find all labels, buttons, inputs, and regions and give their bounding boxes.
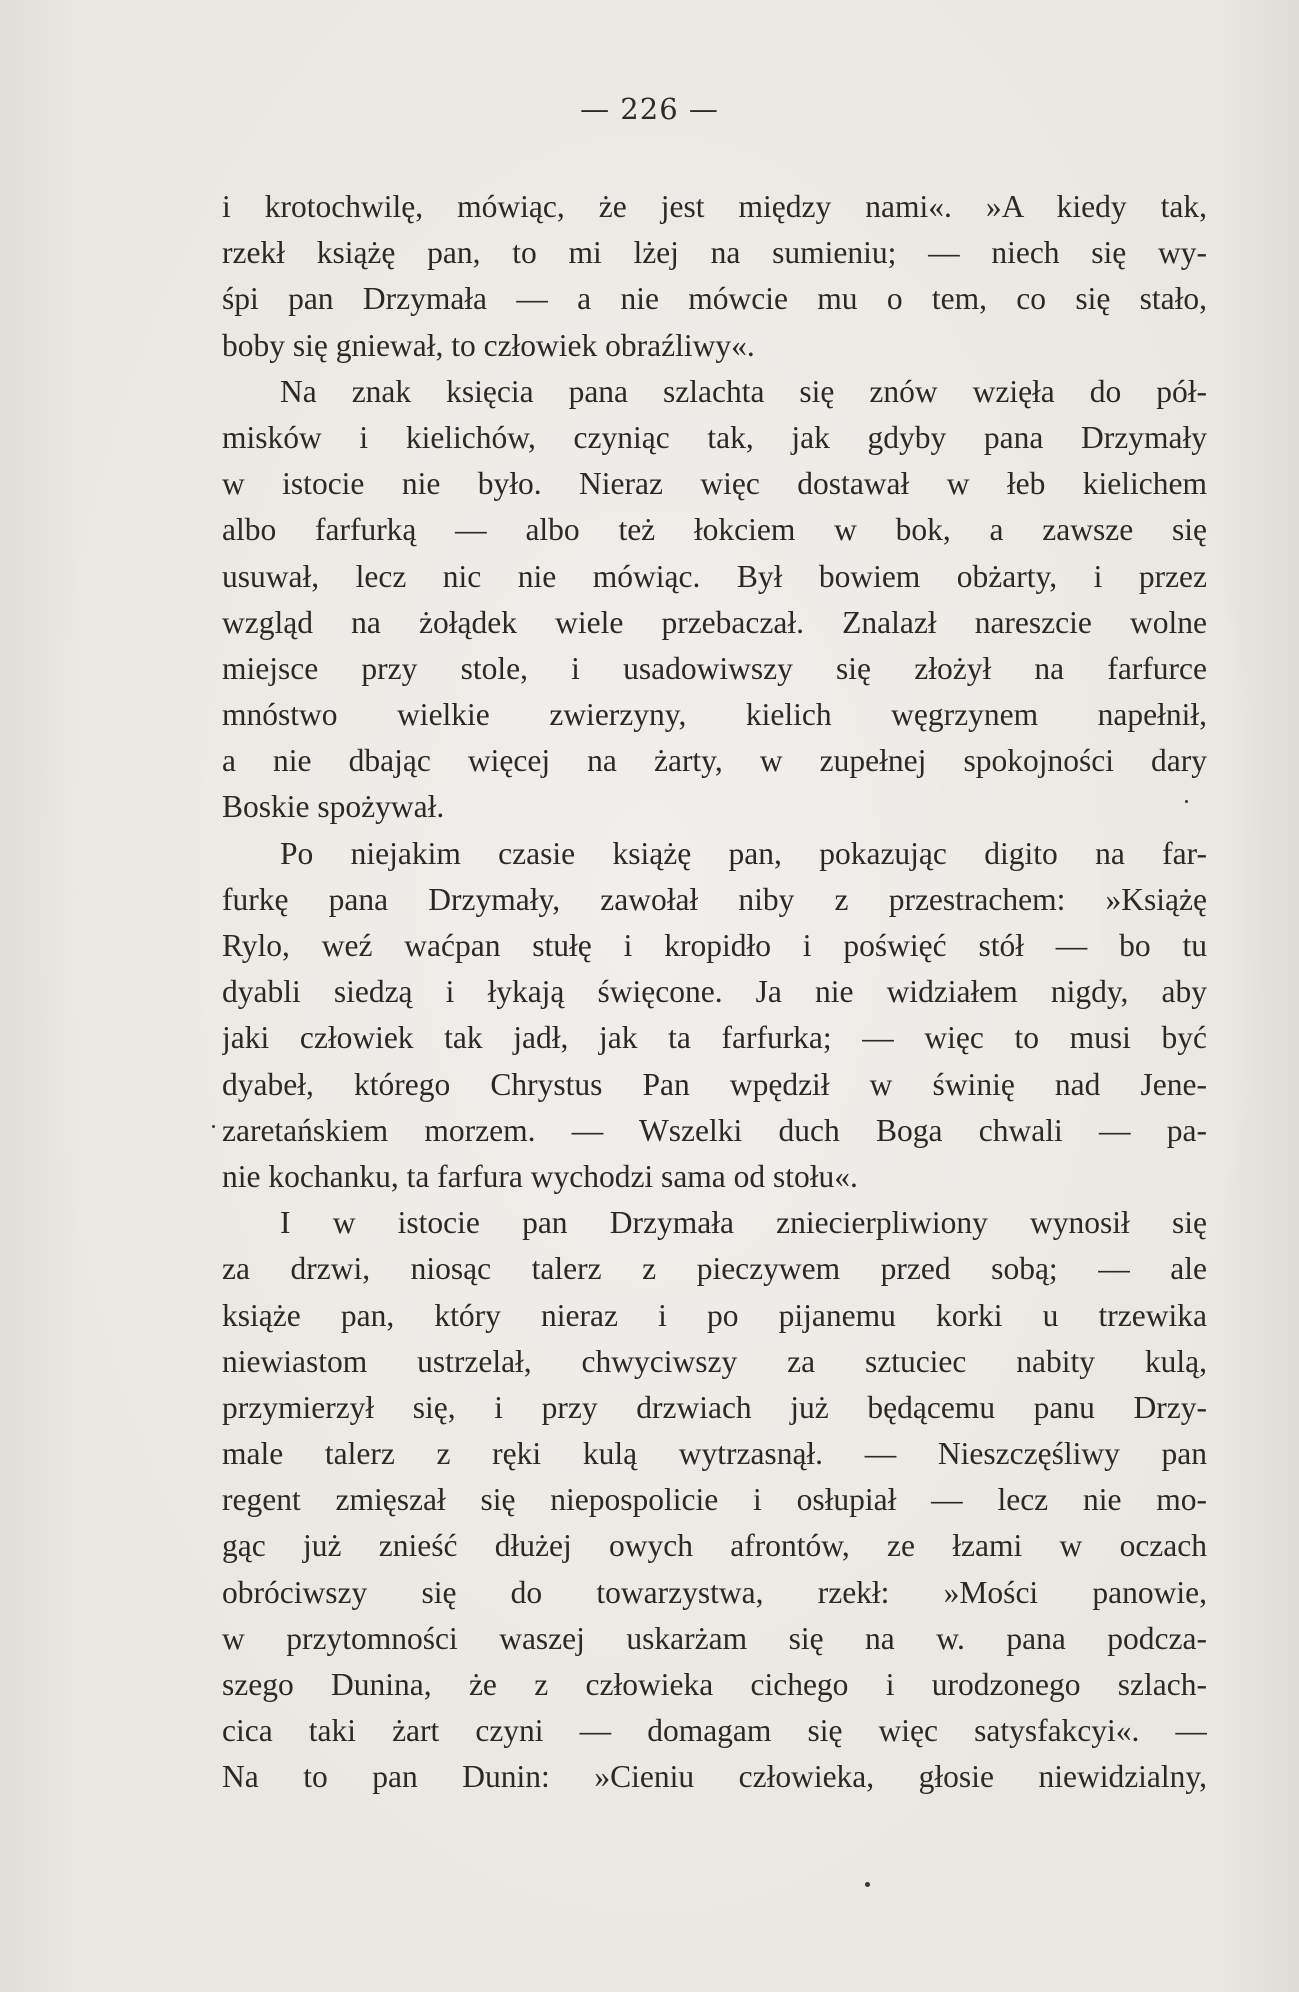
text-line: za drzwi, niosąc talerz z pieczywem przed sobą; — ale [222, 1251, 1207, 1287]
text-line: zaretańskiem morzem. — Wszelki duch Boga chwali — pa- [222, 1112, 1207, 1148]
text-line: dyabeł, którego Chrystus Pan wpędził w świnię nad Jene- [222, 1066, 1207, 1102]
text-line: jaki człowiek tak jadł, jak ta farfurka; — więc to musi być [222, 1020, 1207, 1056]
text-line: w istocie nie było. Nieraz więc dostawał w łeb kielichem [222, 466, 1207, 502]
text-line: miejsce przy stole, i usadowiwszy się złożył na farfurce [222, 650, 1207, 686]
text-line: przymierzył się, i przy drzwiach już będącemu panu Drzy- [222, 1389, 1207, 1425]
paragraph-start-line: Po niejakim czasie książę pan, pokazując digito na far- [280, 835, 1207, 871]
text-line: cica taki żart czyni — domagam się więc satysfakcyi«. — [222, 1713, 1207, 1749]
text-line: usuwał, lecz nic nie mówiąc. Był bowiem obżarty, i przez [222, 558, 1207, 594]
text-line: Rylo, weź waćpan stułę i kropidło i poświęć stół — bo tu [222, 928, 1207, 963]
text-line: mnóstwo wielkie zwierzyny, kielich węgrzynem napełnił, [222, 697, 1207, 733]
text-line: gąc już znieść dłużej owych afrontów, ze łzami w oczach [222, 1528, 1207, 1564]
text-line: śpi pan Drzymała — a nie mówcie mu o tem, co się stało, [222, 281, 1207, 317]
ink-speck [1185, 800, 1188, 803]
text-line: albo farfurką — albo też łokciem w bok, a zawsze się [222, 512, 1207, 548]
text-line: i krotochwilę, mówiąc, że jest między nami«. »A kiedy tak, [222, 189, 1207, 224]
text-line: regent zmięszał się niepospolicie i osłupiał — lecz nie mo- [222, 1482, 1207, 1518]
text-line: nie kochanku, ta farfura wychodzi sama od stołu«. [222, 1158, 858, 1194]
text-line: misków i kielichów, czyniąc tak, jak gdyby pana Drzymały [222, 419, 1207, 455]
paragraph-start-line: I w istocie pan Drzymała zniecierpliwiony wynosił się [280, 1205, 1207, 1241]
ink-speck [212, 1125, 215, 1128]
text-line: wzgląd na żołądek wiele przebaczał. Znalazł nareszcie wolne [222, 604, 1207, 640]
text-line: furkę pana Drzymały, zawołał niby z przestrachem: »Książę [222, 881, 1207, 917]
text-line: boby się gniewał, to człowiek obraźliwy«. [222, 327, 755, 363]
text-line: a nie dbając więcej na żarty, w zupełnej spokojności dary [222, 743, 1207, 779]
text-line: rzekł książę pan, to mi lżej na sumieniu; — niech się wy- [222, 235, 1207, 271]
text-line: książe pan, który nieraz i po pijanemu korki u trzewika [222, 1297, 1207, 1333]
text-line: Boskie spożywał. [222, 789, 445, 825]
text-line: w przytomności waszej uskarżam się na w. pana podcza- [222, 1620, 1207, 1656]
text-line: dyabli siedzą i łykają święcone. Ja nie widziałem nigdy, aby [222, 974, 1207, 1010]
text-line: male talerz z ręki kulą wytrzasnął. — Nieszczęśliwy pan [222, 1436, 1207, 1472]
page-number: — 226 — [580, 92, 719, 126]
text-line: obróciwszy się do towarzystwa, rzekł: »Mości panowie, [222, 1574, 1207, 1610]
body-text [222, 184, 1207, 1801]
text-line: niewiastom ustrzelał, chwyciwszy za sztuciec nabity kulą, [222, 1343, 1207, 1379]
text-line: szego Dunina, że z człowieka cichego i urodzonego szlach- [222, 1667, 1207, 1702]
text-line: Na to pan Dunin: »Cieniu człowieka, głosie niewidzialny, [222, 1759, 1207, 1795]
ink-speck [865, 1882, 870, 1887]
paragraph-start-line: Na znak księcia pana szlachta się znów wzięła do pół- [280, 373, 1207, 409]
